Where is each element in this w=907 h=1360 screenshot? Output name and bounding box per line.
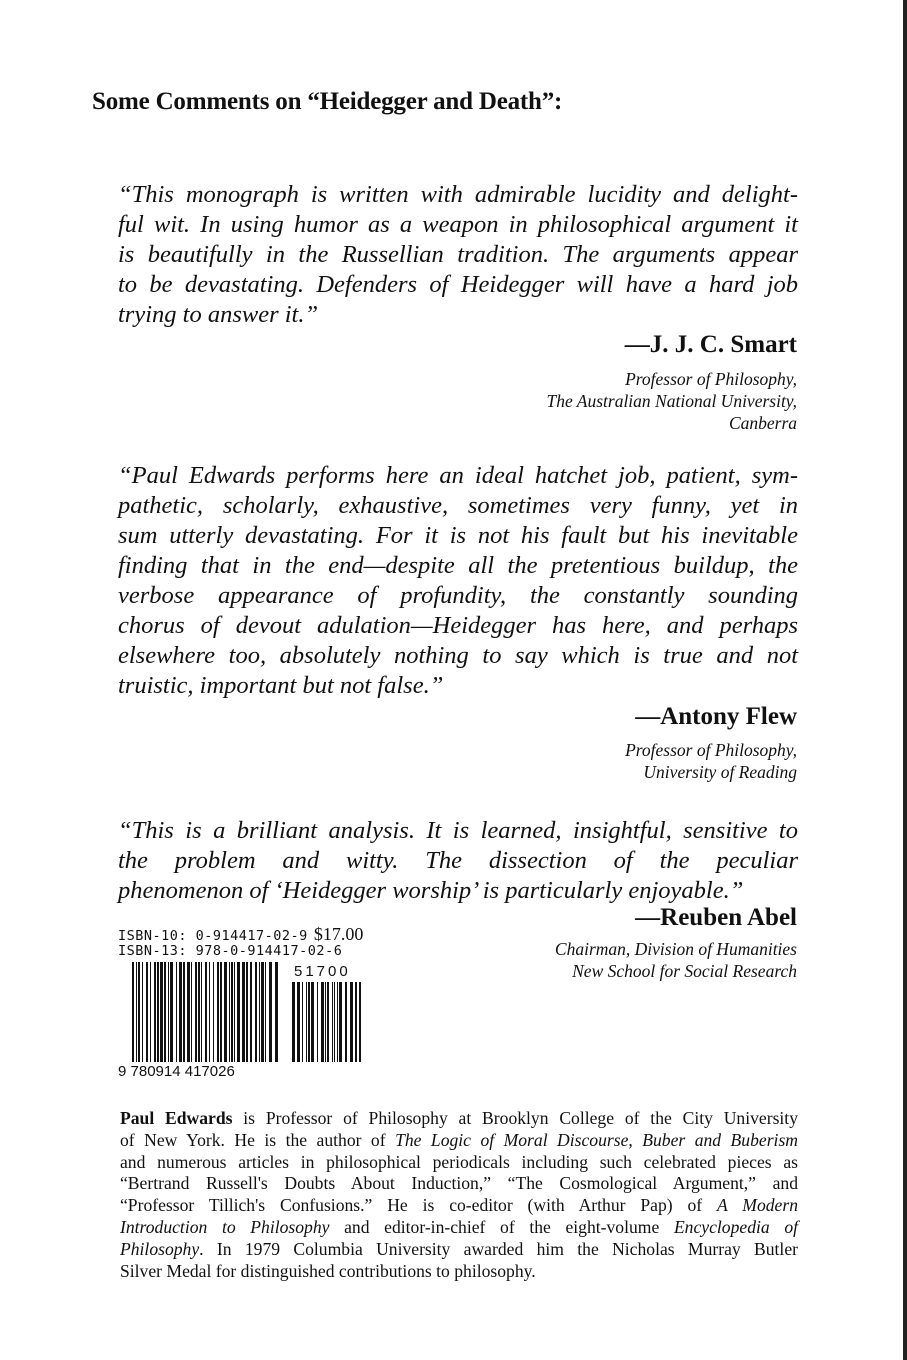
affiliation-flew <box>625 739 797 783</box>
bio-line <box>120 1217 798 1239</box>
barcode-bar <box>250 962 252 1062</box>
bio-text: , <box>628 1129 643 1150</box>
barcode-bar <box>242 962 245 1062</box>
quote-line: chorus of devout adulation—Heidegger has here, and perhaps <box>118 612 798 639</box>
barcode-bar <box>201 962 202 1062</box>
quote-line: “Paul Edwards performs here an ideal hatchet job, patient, sym- <box>118 462 798 489</box>
isbn-10-text: ISBN-10: 0-914417-02-9 <box>118 928 308 944</box>
book-title: A Modern <box>717 1195 798 1216</box>
barcode-bar <box>209 962 210 1062</box>
bio-line: Silver Medal for distinguished contributions to philosophy. <box>120 1260 536 1281</box>
barcode-bar <box>339 982 342 1062</box>
barcode-bar <box>237 962 240 1062</box>
bio-text: is Professor of Philosophy at Brooklyn College of the City University <box>232 1108 798 1128</box>
cover-edge <box>903 0 907 1360</box>
barcode-bar <box>142 962 143 1062</box>
barcode-bar <box>224 962 227 1062</box>
quote-line: sum utterly devastating. For it is not his fault but his inevitable <box>118 522 798 549</box>
quote-line: to be devastating. Defenders of Heidegger will have a hard job <box>118 271 798 298</box>
book-title: Philosophy <box>120 1238 200 1259</box>
book-title: Introduction to Philosophy <box>120 1216 330 1237</box>
barcode-bar <box>198 962 200 1062</box>
barcode-bar <box>311 982 314 1062</box>
book-title: Buber and Buberism <box>642 1129 798 1150</box>
barcode-bar <box>154 962 156 1062</box>
barcode-bar <box>337 982 338 1062</box>
barcode-bar <box>327 982 329 1062</box>
barcode-bar <box>345 982 347 1062</box>
barcode-bar <box>297 982 300 1062</box>
barcode-bar <box>234 962 235 1062</box>
barcode-bar <box>246 962 248 1062</box>
quote-line: ful wit. In using humor as a weapon in philosophical argument it <box>118 211 798 238</box>
attribution-abel: —Reuben Abel <box>635 904 797 931</box>
bio-line <box>120 1130 798 1152</box>
barcode-bar <box>259 962 260 1062</box>
barcode-bar <box>217 962 219 1062</box>
quote-line: finding that in the end—despite all the pretentious buildup, the <box>118 552 798 579</box>
barcode-bar <box>359 982 361 1062</box>
barcode-bar <box>317 982 318 1062</box>
book-title: The Logic of Moral Discourse <box>395 1129 629 1150</box>
quote-line: verbose appearance of profundity, the constantly sounding <box>118 582 798 609</box>
quote-line: trying to answer it.” <box>118 301 319 328</box>
quote-line: elsewhere too, absolutely nothing to say which is true and not <box>118 642 798 669</box>
affiliation-abel <box>555 938 797 982</box>
quote-line: pathetic, scholarly, exhaustive, sometimes very funny, yet in <box>118 492 798 519</box>
bio-line <box>120 1239 798 1261</box>
barcode-bar <box>146 962 148 1062</box>
book-title: Encyclopedia of <box>673 1216 799 1237</box>
ean-barcode-bars <box>132 962 278 1062</box>
affiliation-smart <box>546 368 797 434</box>
barcode-bar <box>205 962 207 1062</box>
barcode-digits: 9 780914 417026 <box>118 1063 235 1080</box>
addon-barcode-bars <box>292 982 361 1062</box>
barcode-bar <box>191 962 192 1062</box>
barcode-bar <box>255 962 257 1062</box>
quote-line: truistic, important but not false.” <box>118 672 444 699</box>
quote-abel <box>118 816 798 906</box>
barcode-bar <box>160 962 163 1062</box>
attribution-smart: —J. J. C. Smart <box>624 331 797 358</box>
barcode-bar <box>179 962 182 1062</box>
affiliation-line: The Australian National University, <box>546 391 797 411</box>
quote-flew <box>118 461 798 701</box>
affiliation-line: Professor of Philosophy, <box>625 740 797 760</box>
barcode-bar <box>269 962 272 1062</box>
barcode-bar <box>170 962 173 1062</box>
isbn-13: ISBN-13: 978-0-914417-02-6 <box>118 943 343 959</box>
barcode-bar <box>136 962 137 1062</box>
bio-text: “Professor Tillich's Confusions.” He is co-editor (with Arthur Pap) of <box>120 1195 717 1216</box>
barcode-bar <box>306 982 307 1062</box>
barcode-bar <box>350 982 353 1062</box>
affiliation-line: New School for Social Research <box>572 961 797 981</box>
barcode-bar <box>332 982 333 1062</box>
barcode-bar <box>220 962 222 1062</box>
barcode-bar <box>308 982 310 1062</box>
bio-line <box>120 1108 798 1130</box>
isbn-10 <box>118 924 363 945</box>
barcode-bar <box>132 962 134 1062</box>
affiliation-line: Canberra <box>728 413 797 433</box>
barcode-bar <box>231 962 233 1062</box>
quote-line: the problem and witty. The dissection of the peculiar <box>118 847 798 874</box>
page-heading: Some Comments on “Heidegger and Death”: <box>92 88 563 115</box>
barcode-bar <box>302 982 303 1062</box>
price: $17.00 <box>313 924 364 944</box>
barcode-bar <box>187 962 190 1062</box>
addon-digits: 51700 <box>294 963 351 980</box>
quote-line: “This is a brilliant analysis. It is learned, insightful, sensitive to <box>118 817 798 844</box>
bio-text: and editor-in-chief of the eight-volume <box>329 1216 674 1237</box>
barcode-bar <box>355 982 357 1062</box>
bio-line <box>120 1195 798 1217</box>
author-name: Paul Edwards <box>120 1108 233 1128</box>
barcode-bar <box>292 982 295 1062</box>
barcode-bar <box>275 962 278 1062</box>
barcode-bar <box>334 982 335 1062</box>
barcode-bar <box>164 962 166 1062</box>
quote-smart <box>118 180 798 330</box>
bio-text: . In 1979 Columbia University awarded him the Nicholas Murray Butler <box>199 1238 798 1259</box>
barcode-bar <box>229 962 230 1062</box>
barcode-bar <box>213 962 214 1062</box>
barcode-bar <box>321 982 324 1062</box>
barcode-bar <box>176 962 177 1062</box>
barcode <box>118 962 368 1082</box>
barcode-bar <box>195 962 197 1062</box>
bio-text: of New York. He is the author of <box>120 1129 396 1150</box>
barcode-bar <box>157 962 159 1062</box>
bio-line: “Bertrand Russell's Doubts About Induction,” “The Cosmological Argument,” and <box>120 1173 798 1194</box>
barcode-bar <box>325 982 326 1062</box>
barcode-bar <box>261 962 264 1062</box>
attribution-flew: —Antony Flew <box>635 703 797 730</box>
barcode-bar <box>150 962 151 1062</box>
barcode-bar <box>183 962 185 1062</box>
barcode-bar <box>265 962 266 1062</box>
affiliation-line: University of Reading <box>643 762 797 782</box>
affiliation-line: Chairman, Division of Humanities <box>554 939 797 959</box>
barcode-bar <box>168 962 169 1062</box>
author-bio <box>120 1108 798 1282</box>
affiliation-line: Professor of Philosophy, <box>625 369 797 389</box>
quote-line: “This monograph is written with admirable lucidity and delight- <box>118 181 798 208</box>
quote-line: is beautifully in the Russellian tradition. The arguments appear <box>118 241 798 268</box>
bio-line: and numerous articles in philosophical periodicals including such celebrated pieces as <box>120 1151 798 1172</box>
barcode-bar <box>138 962 140 1062</box>
quote-line: phenomenon of ‘Heidegger worship’ is particularly enjoyable.” <box>118 877 744 904</box>
